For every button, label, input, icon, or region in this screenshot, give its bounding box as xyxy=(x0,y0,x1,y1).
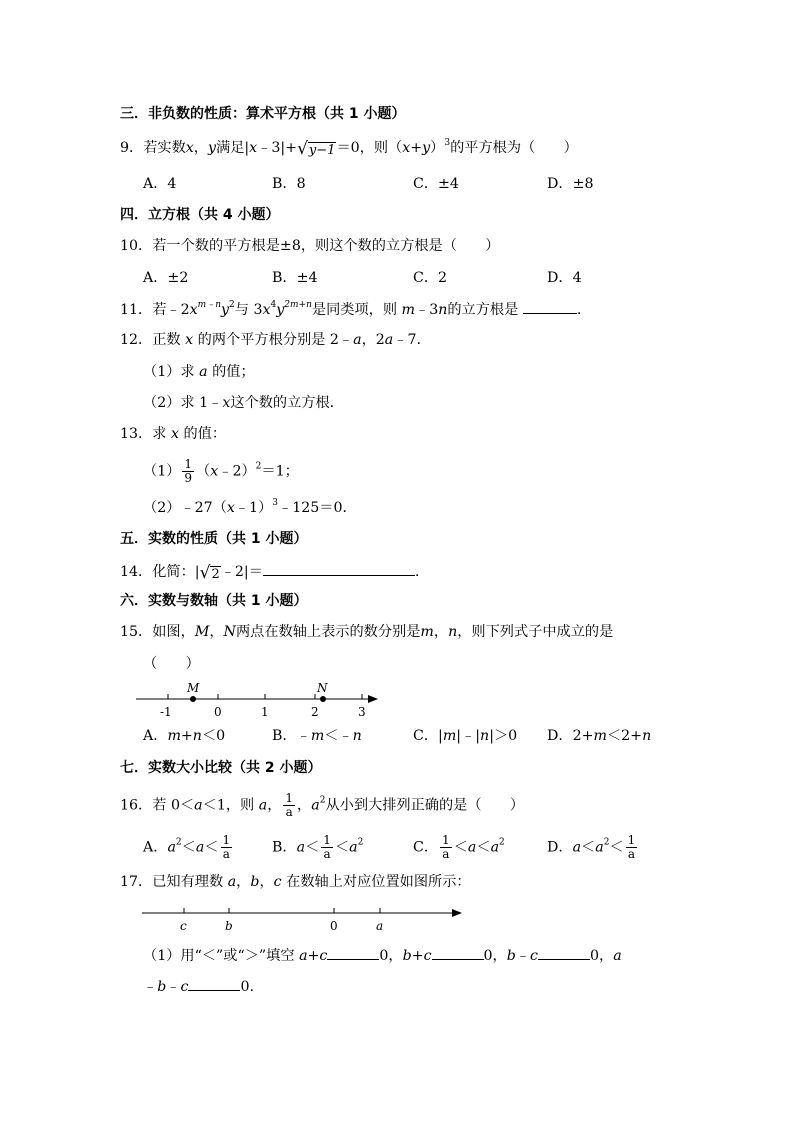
section-heading-6: 六．实数与数轴（共 1 小题） xyxy=(120,593,308,609)
number-line-figure-17 xyxy=(138,903,468,935)
q16-option-b: B．a＜ $\frac{1}{a}$ $<a^2$ xyxy=(272,833,364,861)
q15-option-a: A．m+n＜0 xyxy=(143,728,226,744)
question-9: 9．若实数x，y满足|x﹣3|+ √ y−1 ＝0，则$(x+y)^3$的平方根为（ ） xyxy=(120,138,578,159)
tick-label: -1 xyxy=(160,705,172,719)
point-b-label: b xyxy=(225,919,233,933)
question-13-part-2: （2）﹣27（x﹣1）$^3$﹣125＝0． xyxy=(143,498,357,516)
fraction: $\frac{1}{a}$ xyxy=(285,791,294,819)
q9-option-d: D．±8 xyxy=(547,176,594,192)
q9-option-a: A．4 xyxy=(143,176,177,192)
question-16: 16．若 0＜a＜1，则 a， $\frac{1}{a}$ ，$a^2$从小到大排列正确的是（ ） xyxy=(120,791,525,819)
question-15: 15．如图，M，N两点在数轴上表示的数分别是m，n，则下列式子中成立的是 xyxy=(120,624,614,640)
section-heading-3: 三．非负数的性质：算术平方根（共 1 小题） xyxy=(120,106,406,122)
question-12-part-1: （1）求 a 的值； xyxy=(143,364,255,380)
question-15-bracket: （ ） xyxy=(143,656,200,672)
q10-option-d: D．4 xyxy=(547,270,582,286)
q16-option-c: C． $\frac{1}{a}$ $<a<a^2$ xyxy=(413,833,505,861)
q9-option-b: B．8 xyxy=(272,176,306,192)
q15-option-b: B．﹣m＜﹣n xyxy=(272,728,362,744)
q15-option-c: C．|m|﹣|n|＞0 xyxy=(413,728,518,744)
question-12: 12．正数 x 的两个平方根分别是 2﹣a，2a﹣7． xyxy=(120,332,431,348)
sqrt-symbol: √ y−1 xyxy=(297,139,336,159)
question-11: 11．若$﹣2x^{m﹣n}y^2$与 $3x^4y^{2m+n}$是同类项，则 m﹣3n的立方根是 . xyxy=(120,300,582,318)
answer-blank xyxy=(327,945,379,960)
point-n xyxy=(320,696,326,702)
tick-label: 0 xyxy=(214,705,222,719)
q15-option-d: D．2+m＜2+n xyxy=(547,728,652,744)
axis-arrow xyxy=(452,909,462,917)
q10-option-b: B．±4 xyxy=(272,270,318,286)
point-c-label: c xyxy=(180,919,187,933)
question-13-part-1: （1） $\frac{1}{9}$ （x﹣2）$^2$＝1； xyxy=(143,457,299,485)
fraction: $\frac{1}{a}$ xyxy=(627,833,636,861)
answer-blank xyxy=(538,945,590,960)
section-heading-7: 七．实数大小比较（共 2 小题） xyxy=(120,760,322,776)
answer-blank xyxy=(523,299,577,314)
tick-label: 3 xyxy=(358,705,366,719)
tick-label: 1 xyxy=(261,705,269,719)
question-12-part-2: （2）求 1﹣x这个数的立方根． xyxy=(143,395,344,411)
answer-blank xyxy=(263,561,415,576)
q10-option-a: A．±2 xyxy=(143,270,189,286)
question-17: 17．已知有理数 a，b，c 在数轴上对应位置如图所示： xyxy=(120,874,471,890)
q16-option-d: D．$a<a^2<$ $\frac{1}{a}$ xyxy=(547,833,636,861)
fraction: $\frac{1}{9}$ xyxy=(184,457,193,485)
question-10: 10．若一个数的平方根是±8，则这个数的立方根是（ ） xyxy=(120,238,500,254)
point-m xyxy=(190,696,196,702)
section-heading-4: 四．立方根（共 4 小题） xyxy=(120,207,280,223)
q9-option-c: C．±4 xyxy=(413,176,459,192)
sqrt-symbol: √ 2 xyxy=(199,563,220,583)
q16-option-a: A．$a^2<a<$ $\frac{1}{a}$ xyxy=(143,833,231,861)
question-17-part-1: （1）用“＜”或“＞”填空 a+c 0，b+c 0，b﹣c 0，a xyxy=(143,945,622,966)
answer-blank xyxy=(188,976,240,991)
point-n-label: N xyxy=(317,681,328,695)
number-line-figure-15 xyxy=(130,680,390,722)
question-14: 14．化简：| √ 2 ﹣2|＝ . xyxy=(120,563,420,583)
fraction: $\frac{1}{a}$ xyxy=(323,833,331,861)
origin-label: 0 xyxy=(330,919,338,933)
q10-option-c: C．2 xyxy=(413,270,448,286)
axis-arrow xyxy=(368,695,378,703)
question-13: 13．求 x 的值： xyxy=(120,426,227,442)
point-m-label: M xyxy=(187,681,200,695)
section-heading-5: 五．实数的性质（共 1 小题） xyxy=(120,531,308,547)
fraction: $\frac{1}{a}$ xyxy=(222,833,231,861)
answer-blank xyxy=(432,945,484,960)
fraction: $\frac{1}{a}$ xyxy=(442,833,450,861)
tick-label: 2 xyxy=(311,705,319,719)
question-17-part-1-cont: ﹣b﹣c 0. xyxy=(143,976,254,997)
point-a-label: a xyxy=(376,919,384,933)
